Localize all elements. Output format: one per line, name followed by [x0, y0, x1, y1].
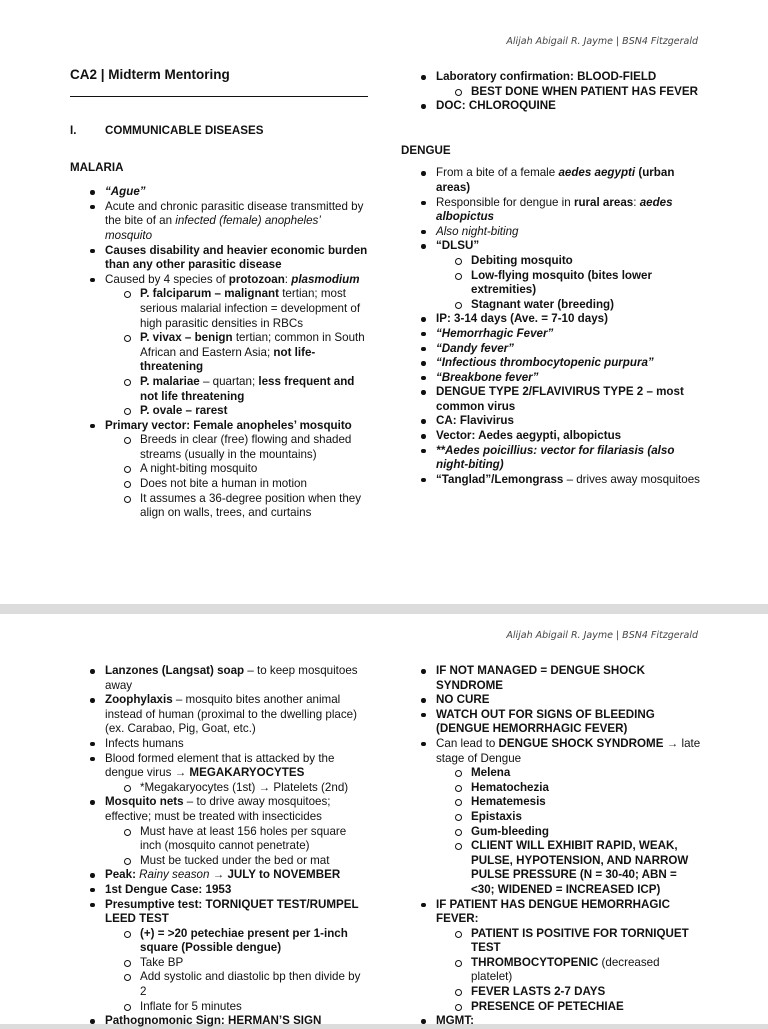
list-item: “Ague” [70, 185, 370, 200]
list-item: Lanzones (Langsat) soap – to keep mosquitoes away [70, 664, 370, 693]
right-column [401, 664, 701, 1029]
list-item: It assumes a 36-degree position when they align on walls, trees, and curtains [105, 492, 370, 521]
list-item: Infects humans [70, 737, 370, 752]
list-item: “Tanglad”/Lemongrass – drives away mosquitoes [401, 473, 701, 488]
list-item: *Megakaryocytes (1st) → Platelets (2nd) [105, 781, 370, 796]
list-item: **Aedes poicillius: vector for filariasis (also night-biting) [401, 444, 701, 473]
list-item: Gum-bleeding [436, 825, 701, 840]
list-item: IF PATIENT HAS DENGUE HEMORRHAGIC FEVER: PATIENT IS POSITIVE FOR TORNIQUET TEST THROMBOCYTOPENIC (decreased platelet) FEVER LASTS 2-7 DAYS PRESENCE OF PETECHIAE [401, 898, 701, 1015]
list-item: Mosquito nets – to drive away mosquitoes; effective; must be treated with insecticides Must have at least 156 holes per square inch (mosquito cannot penetrate) Must be tucked under the bed or mat [70, 795, 370, 868]
list-item: MGMT: [401, 1014, 701, 1029]
malaria-continued-list [401, 70, 701, 114]
list-item: Vector: Aedes aegypti, albopictus [401, 429, 701, 444]
list-item: A night-biting mosquito [105, 462, 370, 477]
list-item: Must have at least 156 holes per square inch (mosquito cannot penetrate) [105, 825, 370, 854]
list-item: Responsible for dengue in rural areas: aedes albopictus [401, 196, 701, 225]
list-item: Presumptive test: TORNIQUET TEST/RUMPEL LEED TEST (+) = >20 petechiae present per 1-inch square (Possible dengue) Take BP Add systolic and diastolic bp then divide by 2 Inflate for 5 minutes [70, 898, 370, 1015]
title-divider [70, 96, 368, 97]
list-item: NO CURE [401, 693, 701, 708]
section-heading [70, 124, 370, 139]
list-item: DOC: CHLOROQUINE [401, 99, 701, 114]
list-item: Inflate for 5 minutes [105, 1000, 370, 1015]
list-item: Peak: Rainy season → JULY to NOVEMBER [70, 868, 370, 883]
list-item: Hematemesis [436, 795, 701, 810]
list-item: THROMBOCYTOPENIC (decreased platelet) [436, 956, 701, 985]
list-item: PATIENT IS POSITIVE FOR TORNIQUET TEST [436, 927, 701, 956]
list-item: Add systolic and diastolic bp then divide by 2 [105, 970, 370, 999]
list-item: “Dandy fever” [401, 342, 701, 357]
list-item: Must be tucked under the bed or mat [105, 854, 370, 869]
list-item: “Breakbone fever” [401, 371, 701, 386]
list-item: P. vivax – benign tertian; common in South African and Eastern Asia; not life-threatening [105, 331, 370, 375]
list-item: Low-flying mosquito (bites lower extremities) [436, 269, 701, 298]
list-item: Breeds in clear (free) flowing and shaded streams (usually in the mountains) [105, 433, 370, 462]
list-item: 1st Dengue Case: 1953 [70, 883, 370, 898]
list-item: Stagnant water (breeding) [436, 298, 701, 313]
list-item: Primary vector: Female anopheles’ mosquito Breeds in clear (free) flowing and shaded streams (usually in the mountains) A night-biting mosquito Does not bite a human in motion It assumes a 36-degree position when they align on walls, trees, and curtains [70, 419, 370, 521]
list-item: PRESENCE OF PETECHIAE [436, 1000, 701, 1015]
list-item: DENGUE TYPE 2/FLAVIVIRUS TYPE 2 – most common virus [401, 385, 701, 414]
document-page-2 [0, 614, 768, 1028]
list-item: Acute and chronic parasitic disease transmitted by the bite of an infected (female) anopheles’ mosquito [70, 200, 370, 244]
list-item: FEVER LASTS 2-7 DAYS [436, 985, 701, 1000]
list-item: CA: Flavivirus [401, 414, 701, 429]
list-item: Causes disability and heavier economic burden than any other parasitic disease [70, 244, 370, 273]
list-item: Can lead to DENGUE SHOCK SYNDROME → late stage of Dengue Melena Hematochezia Hematemesis Epistaxis Gum-bleeding CLIENT WILL EXHIBIT RAPID, WEAK, PULSE, HYPOTENSION, AND NARROW PULSE PRESSURE (N = 30-40; ABN = <30; WIDENED = INCREASED ICP) [401, 737, 701, 898]
list-item: Laboratory confirmation: BLOOD-FIELD BEST DONE WHEN PATIENT HAS FEVER [401, 70, 701, 99]
species-list [105, 287, 370, 418]
list-item: CLIENT WILL EXHIBIT RAPID, WEAK, PULSE, HYPOTENSION, AND NARROW PULSE PRESSURE (N = 30-40; ABN = <30; WIDENED = INCREASED ICP) [436, 839, 701, 897]
list-item: “DLSU” Debiting mosquito Low-flying mosquito (bites lower extremities) Stagnant water (breeding) [401, 239, 701, 312]
list-item: P. ovale – rarest [105, 404, 370, 419]
list-item: IP: 3-14 days (Ave. = 7-10 days) [401, 312, 701, 327]
list-item: Does not bite a human in motion [105, 477, 370, 492]
left-column [70, 664, 370, 1029]
section-label: COMMUNICABLE DISEASES [105, 124, 264, 137]
list-item: Pathognomonic Sign: HERMAN’S SIGN [70, 1014, 370, 1029]
list-item: Hematochezia [436, 781, 701, 796]
list-item: “Infectious thrombocytopenic purpura” [401, 356, 701, 371]
list-item: Blood formed element that is attacked by the dengue virus → MEGAKARYOCYTES *Megakaryocytes (1st) → Platelets (2nd) [70, 752, 370, 796]
list-item: “Hemorrhagic Fever” [401, 327, 701, 342]
list-item: BEST DONE WHEN PATIENT HAS FEVER [436, 85, 701, 100]
list-item: P. malariae – quartan; less frequent and not life threatening [105, 375, 370, 404]
list-item: WATCH OUT FOR SIGNS OF BLEEDING (DENGUE HEMORRHAGIC FEVER) [401, 708, 701, 737]
list-item: Zoophylaxis – mosquito bites another animal instead of human (proximal to the dwelling place) (ex. Carabao, Pig, Goat, etc.) [70, 693, 370, 737]
list-item: From a bite of a female aedes aegypti (urban areas) [401, 166, 701, 195]
list-item: Take BP [105, 956, 370, 971]
list-item: IF NOT MANAGED = DENGUE SHOCK SYNDROME [401, 664, 701, 693]
author-header: Alijah Abigail R. Jayme | BSN4 Fitzgerald [506, 630, 698, 641]
dengue-heading: DENGUE [401, 143, 451, 157]
list-item: (+) = >20 petechiae present per 1-inch square (Possible dengue) [105, 927, 370, 956]
right-column [401, 70, 701, 487]
list-item: Debiting mosquito [436, 254, 701, 269]
dengue-list [401, 166, 701, 487]
dengue-prevention-list [70, 664, 370, 1029]
malaria-list [70, 185, 370, 521]
malaria-heading: MALARIA [70, 160, 124, 174]
list-item: Also night-biting [401, 225, 701, 240]
left-column [70, 68, 370, 521]
dengue-complication-list [401, 664, 701, 1029]
list-item: Caused by 4 species of protozoan: plasmodium P. falciparum – malignant tertian; most serious malarial infection = development of high parasitic densities in RBCs P. vivax – benign tertian; common in South African and Eastern Asia; not life-threatening P. malariae – quartan; less frequent and not life threatening P. ovale – rarest [70, 273, 370, 419]
author-header: Alijah Abigail R. Jayme | BSN4 Fitzgerald [506, 36, 698, 47]
list-item: Epistaxis [436, 810, 701, 825]
list-item: Melena [436, 766, 701, 781]
vector-list [105, 433, 370, 521]
document-title: CA2 | Midterm Mentoring [70, 67, 230, 82]
list-item: P. falciparum – malignant tertian; most serious malarial infection = development of high parasitic densities in RBCs [105, 287, 370, 331]
section-number: I. [70, 124, 77, 137]
